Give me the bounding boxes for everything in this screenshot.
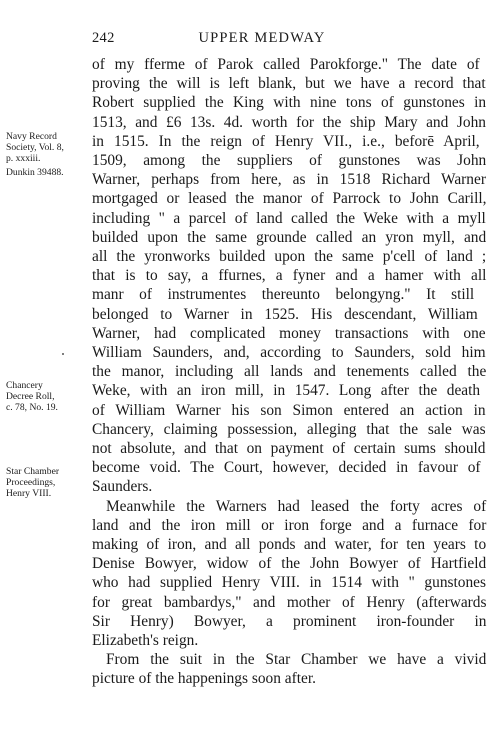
- page-header: [92, 30, 472, 48]
- text-line: manr of instrumentes thereunto belongyng." It still: [92, 286, 475, 304]
- text-line: Elizabeth's reign.: [92, 632, 199, 649]
- margin-note-chancery: Chancery Decree Roll, c. 78, No. 19.: [6, 380, 58, 414]
- margin-note-star-chamber: Star Chamber Proceedings, Henry VIII.: [6, 466, 60, 500]
- running-head: UPPER MEDWAY: [198, 30, 326, 46]
- text-line: belonged to Warner in 1525. His descendant, William: [92, 305, 478, 323]
- text-line: all the yronworks builded upon the same p'cell of land ;: [92, 248, 487, 265]
- page-number: 242: [92, 30, 115, 46]
- text-line: Warner, had complicated money transactions with one: [92, 324, 486, 342]
- text-line: 1509, among the suppliers of gunstones was John: [92, 152, 487, 169]
- text-line: proving the will is left blank, but we have a record that: [92, 75, 486, 93]
- text-line: mortgaged or leased the manor of Parrock to John Carill,: [92, 190, 487, 208]
- text-line: in 1515. In the reign of Henry VII., i.e., beforē April,: [92, 132, 480, 150]
- text-line: builded upon the same grounde called an yron myll, and: [92, 228, 487, 246]
- text-line: who had supplied Henry VIII. in 1514 with " gunstones: [92, 574, 486, 592]
- margin-note-dunkin: Dunkin 39488.: [6, 167, 64, 178]
- text-line: Chancery, claiming possession, alleging that the sale was: [92, 420, 486, 438]
- text-line: Weke, with an iron mill, in 1547. Long after the death: [92, 382, 481, 400]
- text-line: Sir Henry) Bowyer, a prominent iron-founder in: [92, 612, 487, 630]
- text-line: for great bambardys," and mother of Henry (afterwards: [92, 593, 487, 611]
- text-line: making of iron, and all ponds and water, for ten years to: [92, 536, 487, 553]
- margin-dot: [62, 353, 64, 355]
- text-line: picture of the happenings soon after.: [92, 670, 316, 688]
- text-line: Robert supplied the King with nine tons of gunstones in: [92, 94, 487, 112]
- margin-note-navy-record: Navy Record Society, Vol. 8, p. xxxiii.: [6, 131, 64, 165]
- text-line: land and the iron mill or iron forge and a furnace for: [92, 516, 487, 534]
- text-line: Meanwhile the Warners had leased the forty acres of: [106, 497, 487, 515]
- text-line: William Saunders, and, according to Saunders, sold him: [92, 344, 486, 361]
- text-line: Saunders.: [92, 478, 153, 496]
- text-line: Warner, perhaps from here, as in 1518 Richard Warner: [92, 171, 486, 189]
- text-line: 1513, and £6 13s. 4d. worth for the ship Mary and John: [92, 113, 486, 131]
- text-line: including " a parcel of land called the Weke with a myll: [92, 209, 486, 227]
- text-line: From the suit in the Star Chamber we have a vivid: [106, 651, 487, 669]
- text-line: Denise Bowyer, widow of the John Bowyer of Hartfield: [92, 555, 487, 573]
- text-line: become void. The Court, however, decided in favour of: [92, 459, 481, 477]
- text-line: not absolute, and that on payment of certain sums should: [92, 440, 486, 457]
- text-line: the manor, including all lands and tenements called the: [92, 363, 487, 381]
- text-line: that is to say, a ffurnes, a fyner and a hamer with all: [92, 267, 487, 285]
- text-line: of my fferme of Parok called Parokforge." The date of: [92, 56, 480, 73]
- text-line: of William Warner his son Simon entered an action in: [92, 401, 486, 419]
